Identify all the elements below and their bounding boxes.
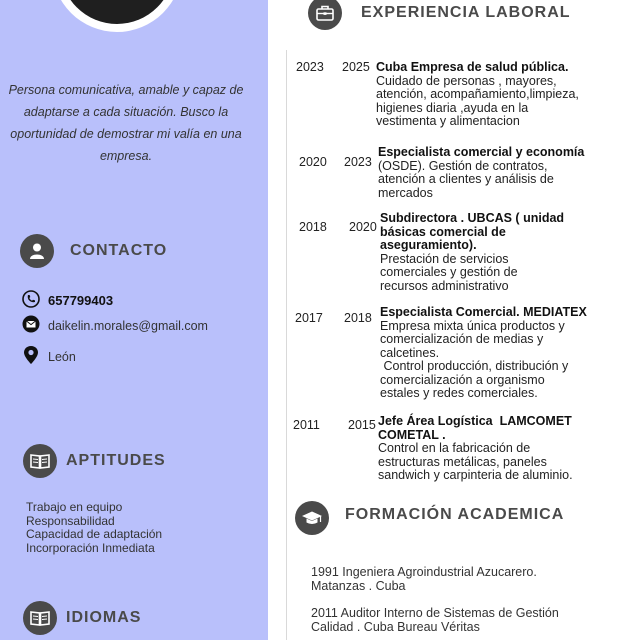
skills-heading: APTITUDES — [66, 452, 166, 469]
graduation-cap-icon — [295, 501, 329, 535]
list-item: Responsabilidad — [26, 513, 115, 528]
location-pin-icon — [22, 345, 40, 368]
job-end-year: 2023 — [344, 155, 372, 169]
email-address: daikelin.morales@gmail.com — [48, 318, 208, 333]
job-end-year: 2018 — [344, 311, 372, 325]
person-icon — [20, 234, 54, 268]
list-item: Capacidad de adaptación — [26, 527, 163, 541]
contact-location — [22, 345, 76, 368]
job-line: vestimenta y alimentacion — [376, 114, 520, 128]
profile-summary: Persona comunicativa, amable y capaz de adaptarse a cada situación. Busco la oportunidad de demostrar mi valía en una empresa. — [8, 83, 244, 163]
job-line: atención, acompañamiento,limpieza, — [376, 87, 579, 101]
job-line: mercados — [378, 185, 433, 200]
phone-number: 657799403 — [48, 293, 114, 308]
contact-heading: CONTACTO — [70, 242, 168, 259]
column-divider — [286, 50, 287, 640]
education-line: Matanzas . Cuba — [311, 579, 406, 593]
job-title: Jefe Área Logística LAMCOMET COMETAL . — [378, 414, 576, 442]
job-end-year: 2025 — [342, 60, 370, 74]
job-line: Empresa mixta única productos y — [380, 318, 565, 333]
job-line: estales y redes comerciales. — [380, 386, 538, 400]
contact-phone[interactable] — [22, 290, 113, 311]
job-start-year: 2017 — [295, 311, 323, 325]
job-line: recursos administrativo — [380, 278, 509, 293]
phone-icon — [22, 290, 40, 311]
job-line: comercialización a organismo — [380, 372, 545, 387]
education-line: Calidad . Cuba Bureau Véritas — [311, 620, 480, 634]
job-start-year: 2020 — [299, 155, 327, 169]
skills-list — [26, 501, 162, 555]
job-line: Prestación de servicios — [380, 251, 509, 266]
education-line: 1991 Ingeniera Agroindustrial Azucarero. — [311, 565, 537, 579]
job-line: Cuidado de personas , mayores, — [376, 73, 557, 88]
education-item — [311, 565, 601, 593]
job-title: Cuba Empresa de salud pública. — [376, 60, 569, 74]
job-title: Subdirectora . UBCAS ( unidad básicas comercial de aseguramiento). — [380, 211, 565, 252]
experience-heading: EXPERIENCIA LABORAL — [361, 4, 571, 21]
book-icon — [23, 601, 57, 635]
contact-email[interactable] — [22, 315, 208, 336]
book-icon — [23, 444, 57, 478]
education-item — [311, 606, 601, 634]
job-line: comerciales y gestión de — [380, 265, 518, 279]
location-text: León — [48, 349, 76, 364]
briefcase-icon — [308, 0, 342, 30]
job-line: comercialización de medias y — [380, 332, 544, 346]
education-line: 2011 Auditor Interno de Sistemas de Gestión — [311, 606, 559, 620]
job-line: atención a clientes y análisis de — [378, 172, 554, 186]
job-line: calcetines. — [380, 345, 440, 360]
job-end-year: 2015 — [348, 418, 376, 432]
job-start-year: 2011 — [293, 418, 320, 432]
job-line: (OSDE). Gestión de contratos, — [378, 158, 548, 173]
job-start-year: 2023 — [296, 60, 324, 74]
job-end-year: 2020 — [349, 220, 377, 234]
education-heading: FORMACIÓN ACADEMICA — [345, 506, 565, 523]
job-start-year: 2018 — [299, 220, 327, 234]
job-title: Especialista comercial y economía — [378, 145, 585, 159]
job-line: Control producción, distribución y — [380, 359, 569, 373]
languages-heading: IDIOMAS — [66, 609, 142, 626]
job-line: Control en la fabricación de — [378, 441, 531, 455]
list-item: Incorporación Inmediata — [26, 540, 155, 555]
job-line: estructuras metálicas, paneles — [378, 454, 547, 469]
mail-icon — [22, 315, 40, 336]
job-line: higienes diaria ,ayuda en la — [376, 100, 529, 115]
job-line: sandwich y carpinteria de aluminio. — [378, 468, 573, 482]
job-title: Especialista Comercial. MEDIATEX — [380, 305, 587, 319]
list-item: Trabajo en equipo — [26, 500, 123, 514]
